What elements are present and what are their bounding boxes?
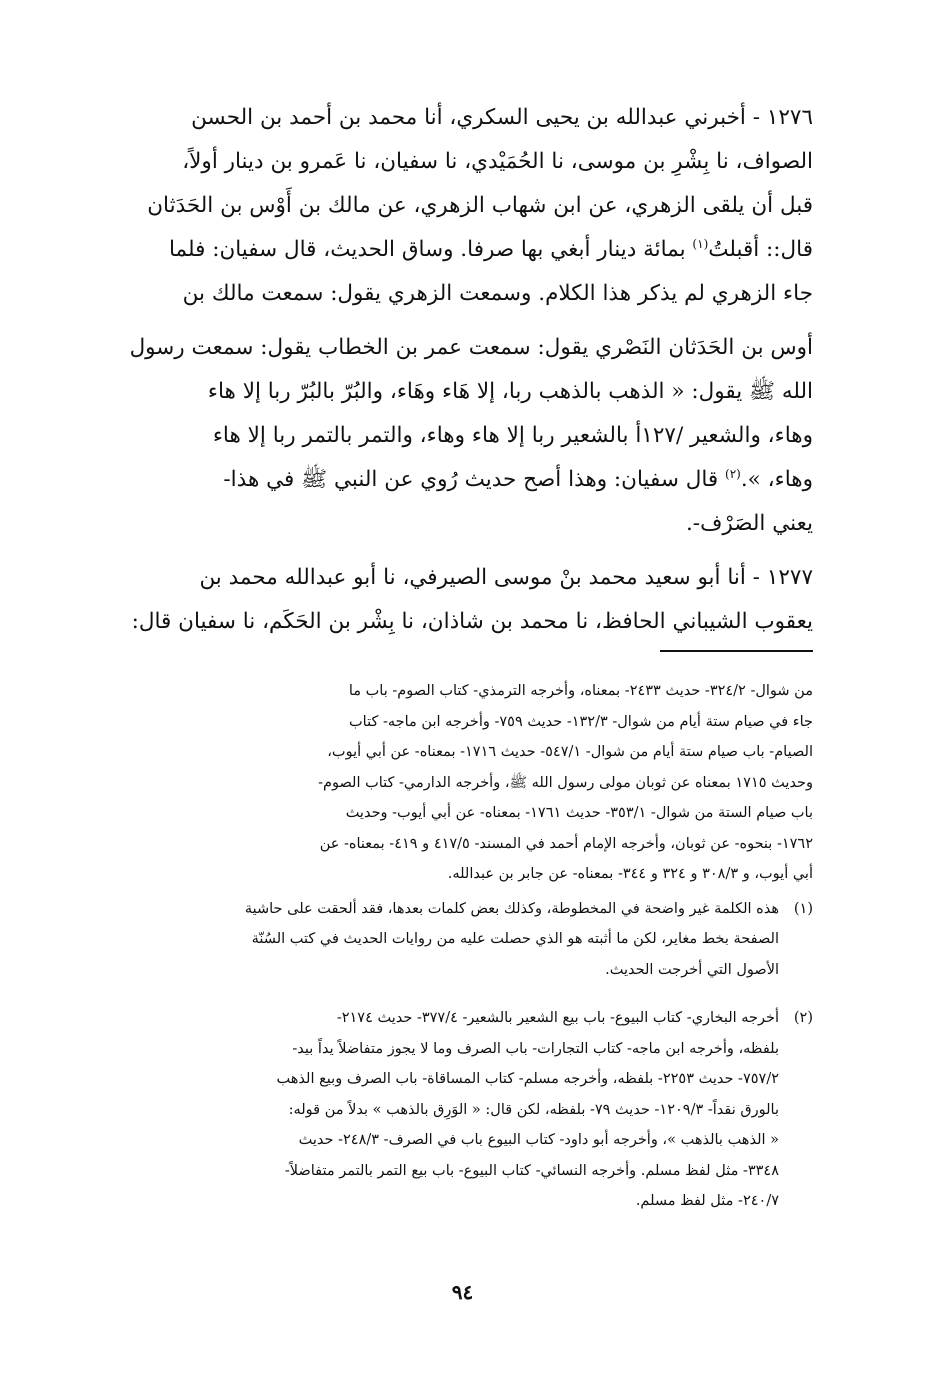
text-line: الله ﷺ يقول: « الذهب بالذهب ربا، إلا هَاء وهَاء، والبُرّ بالبُرّ ربا إلا هاء: [207, 379, 813, 404]
note-line: هذه الكلمة غير واضحة في المخطوطة، وكذلك بعض كلمات بعدها، فقد ألحقت على حاشية: [244, 900, 779, 917]
note-line: أخرجه البخاري- كتاب البيوع- باب بيع الشعير بالشعير- ٣٧٧/٤- حديث ٢١٧٤-: [336, 1010, 779, 1026]
main-text: [112, 96, 813, 644]
footnote-1: [112, 894, 813, 986]
note-line: الصيام- باب صيام ستة أيام من شوال- ٥٤٧/١- حديث ١٧١٦- بمعناه- عن أبي أيوب،: [327, 744, 813, 760]
hadith-1277: [112, 556, 813, 644]
note-line: ٢٤٠/٧- مثل لفظ مسلم.: [635, 1193, 779, 1209]
text-line: ١٢٧٧ - أنا أبو سعيد محمد بنْ موسى الصيرفي، نا أبو عبدالله محمد بن: [199, 565, 813, 590]
footnote-ref-2: (٢): [725, 466, 741, 481]
hadith-1276-continued: [112, 326, 813, 546]
note-line: بلفظه، وأخرجه ابن ماجه- كتاب التجارات- باب الصرف وما لا يجوز متفاضلاً يداً بيد-: [292, 1040, 779, 1057]
footnote-ref-1: (١): [692, 236, 709, 251]
text-line: قبل أن يلقى الزهري، عن ابن شهاب الزهري، عن مالك بن أَوْس بن الحَدَثان: [147, 193, 813, 218]
footnotes: [112, 676, 813, 1217]
note-line: الأصول التي أخرجت الحديث.: [605, 961, 779, 978]
note-line: من شوال- ٣٢٤/٢- حديث ٢٤٣٣- بمعناه، وأخرجه الترمذي- كتاب الصوم- باب ما: [348, 683, 813, 699]
text-line: بمائة دينار أبغي بها صرفا. وساق الحديث، قال سفيان: فلما: [169, 237, 693, 262]
footnote-2: [112, 1003, 813, 1217]
text-line: جاء الزهري لم يذكر هذا الكلام. وسمعت الزهري يقول: سمعت مالك بن: [182, 281, 813, 306]
footnote-separator: [660, 650, 813, 652]
text-line: أوس بن الحَدَثان النَصْري يقول: سمعت عمر بن الخطاب يقول: سمعت رسول: [129, 335, 813, 360]
note-line: الصفحة بخط مغاير، لكن ما أثبته هو الذي حصلت عليه من روايات الحديث في كتب السُنّة: [251, 931, 779, 947]
note-line: ٧٥٧/٢- حديث ٢٢٥٣- بلفظه، وأخرجه مسلم- كتاب المساقاة- باب الصرف وبيع الذهب: [276, 1071, 779, 1087]
text-line: قال:: أقبلتُ: [708, 237, 813, 262]
footnote-number: (٢): [793, 1010, 813, 1026]
note-line: ٣٣٤٨- مثل لفظ مسلم. وأخرجه النسائي- كتاب البيوع- باب بيع التمر بالتمر متفاضلاً-: [284, 1162, 779, 1179]
footnote-number: (١): [793, 900, 813, 917]
note-line: أبي أيوب، و ٣٠٨/٣ و ٣٢٤ و ٣٤٤- بمعناه- عن جابر بن عبدالله.: [447, 866, 813, 882]
footnote-text: [112, 894, 779, 986]
hadith-1276: [112, 96, 813, 316]
note-line: « الذهب بالذهب »، وأخرجه أبو داود- كتاب البيوع باب في الصرف- ٢٤٨/٣- حديث: [298, 1132, 779, 1148]
note-line: بالورق نقداً- ١٢٠٩/٣- حديث ٧٩- بلفظه، لكن قال: « الوَرِق بالذهب » بدلاً من قوله:: [288, 1101, 779, 1118]
text-line: قال سفيان: وهذا أصح حديث رُوي عن النبي ﷺ في هذا-: [223, 467, 726, 492]
text-line: يعني الصَرْف-.: [685, 511, 813, 536]
page-number: ٩٤: [451, 1280, 474, 1304]
note-line: جاء في صيام ستة أيام من شوال- ١٣٢/٣- حديث ٧٥٩- وأخرجه ابن ماجه- كتاب: [349, 713, 813, 730]
text-line: وهاء، ».: [740, 467, 813, 492]
text-line: الصواف، نا بِشْرِ بن موسى، نا الحُمَيْدي، نا سفيان، نا عَمرو بن دينار أولاً،: [182, 149, 813, 174]
note-line: وحديث ١٧١٥ بمعناه عن ثوبان مولى رسول الله ﷺ، وأخرجه الدارمي- كتاب الصوم-: [318, 774, 813, 791]
text-line: يعقوب الشيباني الحافظ، نا محمد بن شاذان، نا بِشْر بن الحَكَم، نا سفيان قال:: [131, 609, 813, 634]
footnote-continued: [112, 676, 813, 890]
note-line: باب صيام الستة من شوال- ٣٥٣/١- حديث ١٧٦١- بمعناه- عن أبي أيوب- وحديث: [345, 805, 813, 821]
note-line: ١٧٦٢- بنحوه- عن ثوبان، وأخرجه الإمام أحمد في المسند- ٤١٧/٥ و ٤١٩- بمعناه- عن: [319, 835, 813, 852]
text-line: ١٢٧٦ - أخبرني عبدالله بن يحيى السكري، أنا محمد بن أحمد بن الحسن: [191, 105, 813, 130]
text-line: وهاء، والشعير /١٢٧أ بالشعير ربا إلا هاء وهاء، والتمر بالتمر ربا إلا هاء: [212, 423, 813, 448]
footnote-text: [112, 1003, 779, 1217]
